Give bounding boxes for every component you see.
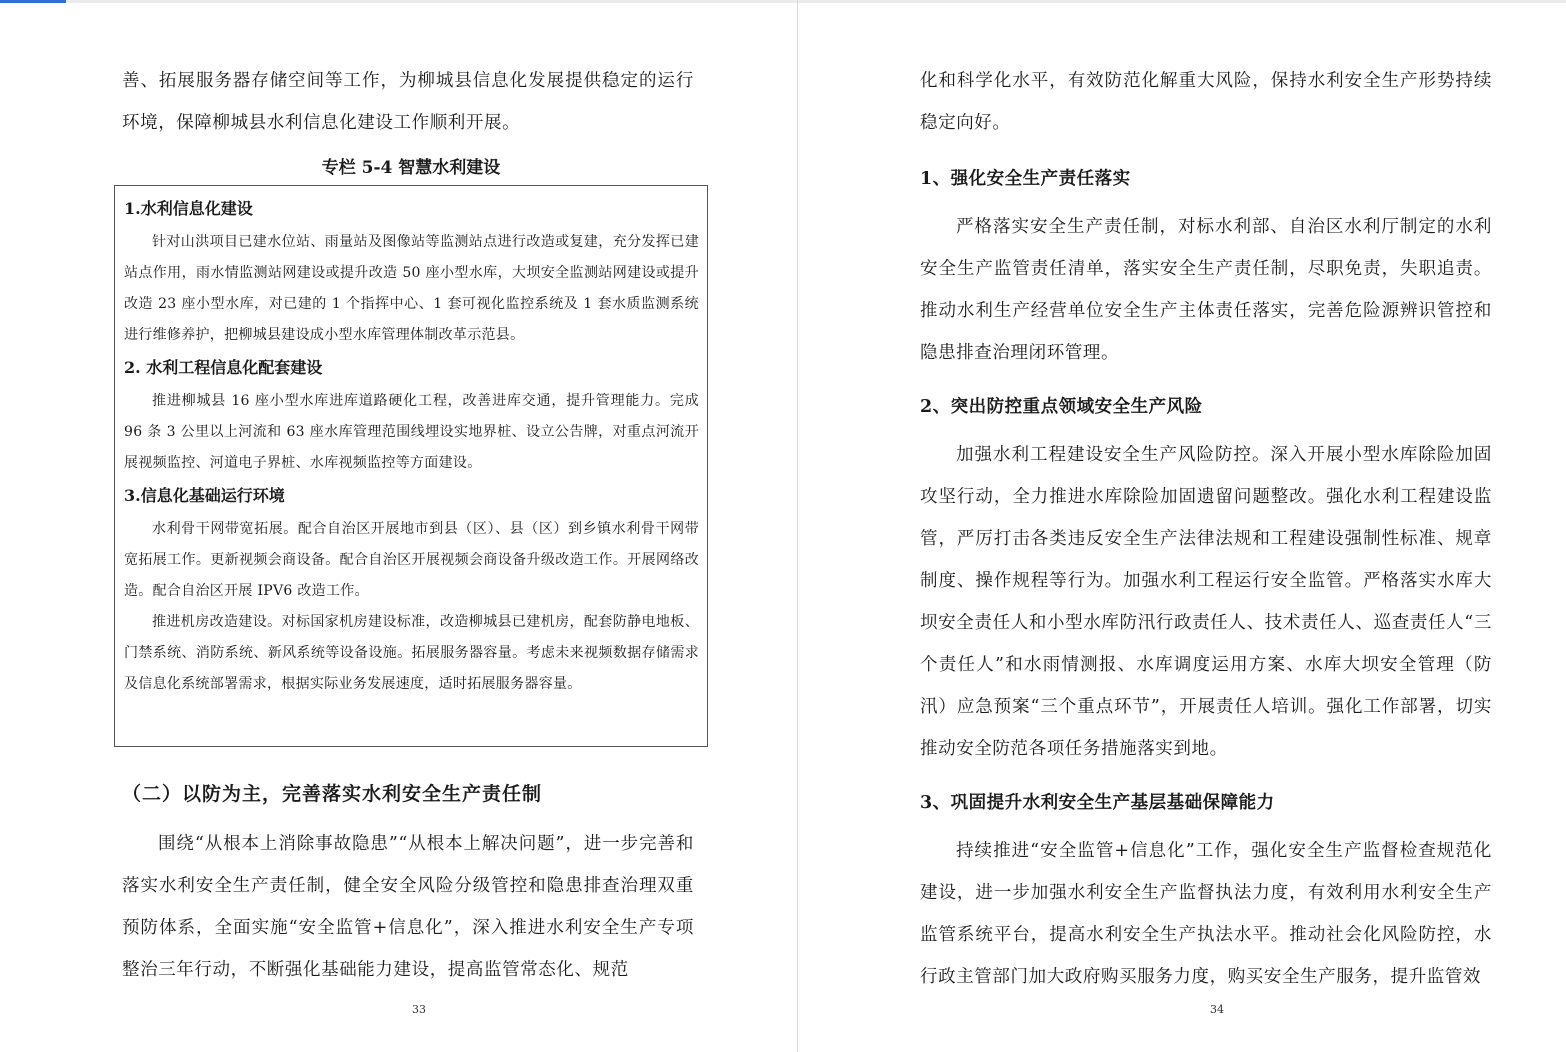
subsection-heading: 2、突出防控重点领域安全生产风险 <box>920 397 1203 417</box>
box-section-heading: 2. 水利工程信息化配套建设 <box>124 358 323 377</box>
body-paragraph: 加强水利工程建设安全生产风险防控。深入开展小型水库除险加固攻坚行动，全力推进水库除险加固遗留问题整改。强化水利工程建设监管，严厉打击各类违反安全生产法律法规和工程建设强制性标准、规章制度、操作规程等行为。加强水利工程运行安全监管。严格落实水库大坝安全责任人和小型水库防汛行政责任人、技术责任人、巡查责任人“三个责任人”和水雨情测报、水库调度运用方案、水库大坝安全管理（防汛）应急预案“三个重点环节”，开展责任人培训。强化工作部署，切实推动安全防范各项任务措施落实到地。 <box>920 445 1492 759</box>
box-section-heading: 1.水利信息化建设 <box>124 199 253 218</box>
body-paragraph: 围绕“从根本上消除事故隐患”“从根本上解决问题”，进一步完善和落实水利安全生产责任制，健全安全风险分级管控和隐患排查治理双重预防体系，全面实施“安全监管+信息化”，深入推进水利安全生产专项整治三年行动，不断强化基础能力建设，提高监管常态化、规范 <box>122 834 694 980</box>
subsection-heading: 1、强化安全生产责任落实 <box>920 169 1131 189</box>
section-heading: （二）以防为主，完善落实水利安全生产责任制 <box>122 783 543 805</box>
feature-box <box>114 185 708 747</box>
continued-paragraph: 善、拓展服务器存储空间等工作，为柳城县信息化发展提供稳定的运行环境，保障柳城县水利信息化建设工作顺利开展。 <box>122 71 694 133</box>
box-section-text: 推进柳城县 16 座小型水库进库道路硬化工程，改善进库交通，提升管理能力。完成 96 条 3 公里以上河流和 63 座水库管理范围线埋设实地界桩、设立公告牌，对重点河流开展视频监控、河道电子界桩、水库视频监控等方面建设。 <box>124 393 699 471</box>
subsection-heading: 3、巩固提升水利安全生产基层基础保障能力 <box>920 793 1275 813</box>
box-section-text: 针对山洪项目已建水位站、雨量站及图像站等监测站点进行改造或复建，充分发挥已建站点作用，雨水情监测站网建设或提升改造 50 座小型水库，大坝安全监测站网建设或提升改造 23 座小型水库，对已建的 1 个指挥中心、1 套可视化监控系统及 1 套水质监测系统进行维修养护，把柳城县建设成小型水库管理体制改革示范县。 <box>124 234 699 343</box>
body-paragraph: 持续推进“安全监管+信息化”工作，强化安全生产监督检查规范化建设，进一步加强水利安全生产监督执法力度，有效利用水利安全生产监管系统平台，提高水利安全生产执法水平。推动社会化风险防控，水行政主管部门加大政府购买服务力度，购买安全生产服务，提升监管效 <box>920 841 1492 987</box>
document-page-33 <box>0 3 798 1052</box>
page-number: 33 <box>412 1003 426 1016</box>
box-section-heading: 3.信息化基础运行环境 <box>124 486 285 505</box>
continued-paragraph: 化和科学化水平，有效防范化解重大风险，保持水利安全生产形势持续稳定向好。 <box>920 71 1492 133</box>
page-number: 34 <box>1210 1003 1224 1016</box>
document-page-34 <box>798 3 1566 1052</box>
body-paragraph: 严格落实安全生产责任制，对标水利部、自治区水利厅制定的水利安全生产监管责任清单，落实安全生产责任制，尽职免责，失职追责。推动水利生产经营单位安全生产主体责任落实，完善危险源辨识管控和隐患排查治理闭环管理。 <box>920 217 1492 363</box>
box-section-text: 水利骨干网带宽拓展。配合自治区开展地市到县（区）、县（区）到乡镇水利骨干网带宽拓展工作。更新视频会商设备。配合自治区开展视频会商设备升级改造工作。开展网络改造。配合自治区开展 IPV6 改造工作。 <box>124 521 699 599</box>
box-title: 专栏 5-4 智慧水利建设 <box>321 158 501 178</box>
box-section-text: 推进机房改造建设。对标国家机房建设标准，改造柳城县已建机房，配套防静电地板、门禁系统、消防系统、新风系统等设备设施。拓展服务器容量。考虑未来视频数据存储需求及信息化系统部署需求，根据实际业务发展速度，适时拓展服务器容量。 <box>124 614 699 692</box>
